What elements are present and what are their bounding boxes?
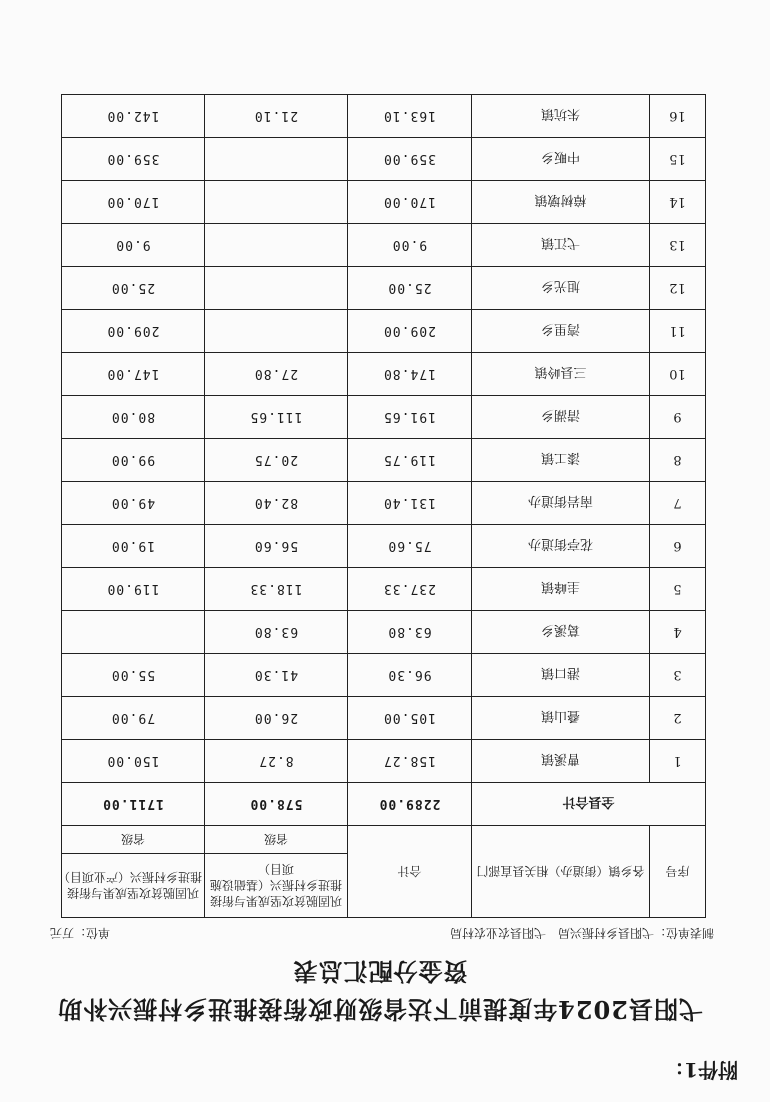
row-industry: 359.00 bbox=[62, 138, 205, 181]
row-seq: 8 bbox=[650, 439, 706, 482]
row-seq: 4 bbox=[650, 611, 706, 654]
row-total: 237.33 bbox=[348, 568, 472, 611]
header-town: 各乡镇（街道办）相关县直部门 bbox=[472, 826, 650, 918]
total-row bbox=[62, 783, 706, 826]
row-total: 105.00 bbox=[348, 697, 472, 740]
row-seq: 10 bbox=[650, 353, 706, 396]
row-seq: 13 bbox=[650, 224, 706, 267]
row-town: 湾里乡 bbox=[472, 310, 650, 353]
row-infrastructure: 8.27 bbox=[205, 740, 348, 783]
row-seq: 16 bbox=[650, 95, 706, 138]
row-town: 旭光乡 bbox=[472, 267, 650, 310]
table-row bbox=[62, 353, 706, 396]
row-industry: 147.00 bbox=[62, 353, 205, 396]
table-row bbox=[62, 439, 706, 482]
header-infrastructure: 巩固脱贫攻坚成果与衔接推进乡村振兴（基础设施项目） bbox=[205, 854, 348, 918]
unit-label: 单位：万元 bbox=[50, 926, 111, 940]
row-seq: 9 bbox=[650, 396, 706, 439]
row-infrastructure bbox=[205, 181, 348, 224]
row-industry: 25.00 bbox=[62, 267, 205, 310]
row-total: 131.40 bbox=[348, 482, 472, 525]
row-infrastructure bbox=[205, 310, 348, 353]
table-row bbox=[62, 611, 706, 654]
table-row bbox=[62, 482, 706, 525]
table-row bbox=[62, 181, 706, 224]
row-total: 174.80 bbox=[348, 353, 472, 396]
row-seq: 2 bbox=[650, 697, 706, 740]
row-town: 朱坑镇 bbox=[472, 95, 650, 138]
row-industry: 19.00 bbox=[62, 525, 205, 568]
row-infrastructure: 118.33 bbox=[205, 568, 348, 611]
row-total: 75.60 bbox=[348, 525, 472, 568]
row-total: 359.00 bbox=[348, 138, 472, 181]
row-industry bbox=[62, 611, 205, 654]
row-infrastructure: 20.75 bbox=[205, 439, 348, 482]
header-infrastructure-level: 省级 bbox=[205, 826, 348, 854]
total-row-infrastructure: 578.00 bbox=[205, 783, 348, 826]
row-infrastructure: 82.40 bbox=[205, 482, 348, 525]
row-seq: 11 bbox=[650, 310, 706, 353]
row-industry: 150.00 bbox=[62, 740, 205, 783]
document-title: 弋阳县2024年度提前下达省级财政衔接推进乡村振兴补助资金分配汇总表 bbox=[57, 957, 703, 1024]
row-total: 191.65 bbox=[348, 396, 472, 439]
table-row bbox=[62, 654, 706, 697]
header-seq: 序号 bbox=[650, 826, 706, 918]
row-industry: 209.00 bbox=[62, 310, 205, 353]
row-industry: 9.00 bbox=[62, 224, 205, 267]
total-row-industry: 1711.00 bbox=[62, 783, 205, 826]
row-total: 170.00 bbox=[348, 181, 472, 224]
table-row bbox=[62, 697, 706, 740]
row-town: 中畈乡 bbox=[472, 138, 650, 181]
table-row bbox=[62, 525, 706, 568]
row-town: 清湖乡 bbox=[472, 396, 650, 439]
row-total: 209.00 bbox=[348, 310, 472, 353]
table-row bbox=[62, 267, 706, 310]
row-infrastructure: 111.65 bbox=[205, 396, 348, 439]
header-total: 合计 bbox=[348, 826, 472, 918]
row-seq: 1 bbox=[650, 740, 706, 783]
allocation-table bbox=[57, 94, 706, 918]
row-town: 弋江镇 bbox=[472, 224, 650, 267]
table-row bbox=[62, 740, 706, 783]
row-industry: 119.00 bbox=[62, 568, 205, 611]
row-town: 南岩街道办 bbox=[472, 482, 650, 525]
row-infrastructure: 26.00 bbox=[205, 697, 348, 740]
header-industry-level: 省级 bbox=[62, 826, 205, 854]
row-seq: 5 bbox=[650, 568, 706, 611]
row-total: 158.27 bbox=[348, 740, 472, 783]
table-row bbox=[62, 138, 706, 181]
row-industry: 99.00 bbox=[62, 439, 205, 482]
row-total: 25.00 bbox=[348, 267, 472, 310]
row-town: 叠山镇 bbox=[472, 697, 650, 740]
row-town: 圭峰镇 bbox=[472, 568, 650, 611]
row-industry: 142.00 bbox=[62, 95, 205, 138]
row-seq: 6 bbox=[650, 525, 706, 568]
row-seq: 7 bbox=[650, 482, 706, 525]
table-body bbox=[62, 95, 706, 826]
row-total: 9.00 bbox=[348, 224, 472, 267]
row-total: 163.10 bbox=[348, 95, 472, 138]
row-total: 119.75 bbox=[348, 439, 472, 482]
header-industry: 巩固脱贫攻坚成果与衔接推进乡村振兴（产业项目） bbox=[62, 854, 205, 918]
row-infrastructure bbox=[205, 267, 348, 310]
row-total: 96.30 bbox=[348, 654, 472, 697]
row-infrastructure bbox=[205, 224, 348, 267]
row-infrastructure bbox=[205, 138, 348, 181]
table-row bbox=[62, 95, 706, 138]
attachment-label: 附件1： bbox=[664, 1058, 738, 1082]
row-town: 港口镇 bbox=[472, 654, 650, 697]
table-row bbox=[62, 310, 706, 353]
row-industry: 49.00 bbox=[62, 482, 205, 525]
row-industry: 55.00 bbox=[62, 654, 205, 697]
row-infrastructure: 56.60 bbox=[205, 525, 348, 568]
row-infrastructure: 21.10 bbox=[205, 95, 348, 138]
row-infrastructure: 27.80 bbox=[205, 353, 348, 396]
table-row bbox=[62, 224, 706, 267]
total-row-label: 全县合计 bbox=[472, 783, 706, 826]
row-town: 漆工镇 bbox=[472, 439, 650, 482]
row-town: 三县岭镇 bbox=[472, 353, 650, 396]
row-town: 葛溪乡 bbox=[472, 611, 650, 654]
row-industry: 170.00 bbox=[62, 181, 205, 224]
row-infrastructure: 41.30 bbox=[205, 654, 348, 697]
compiler-label: 制表单位：弋阳县乡村振兴局 弋阳县农业农村局 bbox=[449, 926, 714, 940]
table-row bbox=[62, 568, 706, 611]
row-industry: 79.00 bbox=[62, 697, 205, 740]
row-total: 63.80 bbox=[348, 611, 472, 654]
row-town: 曹溪镇 bbox=[472, 740, 650, 783]
row-seq: 14 bbox=[650, 181, 706, 224]
row-town: 樟树墩镇 bbox=[472, 181, 650, 224]
row-seq: 3 bbox=[650, 654, 706, 697]
row-industry: 80.00 bbox=[62, 396, 205, 439]
row-infrastructure: 63.80 bbox=[205, 611, 348, 654]
row-seq: 15 bbox=[650, 138, 706, 181]
table-row bbox=[62, 396, 706, 439]
row-seq: 12 bbox=[650, 267, 706, 310]
table-header bbox=[57, 826, 706, 918]
row-town: 花亭街道办 bbox=[472, 525, 650, 568]
total-row-total: 2289.00 bbox=[348, 783, 472, 826]
